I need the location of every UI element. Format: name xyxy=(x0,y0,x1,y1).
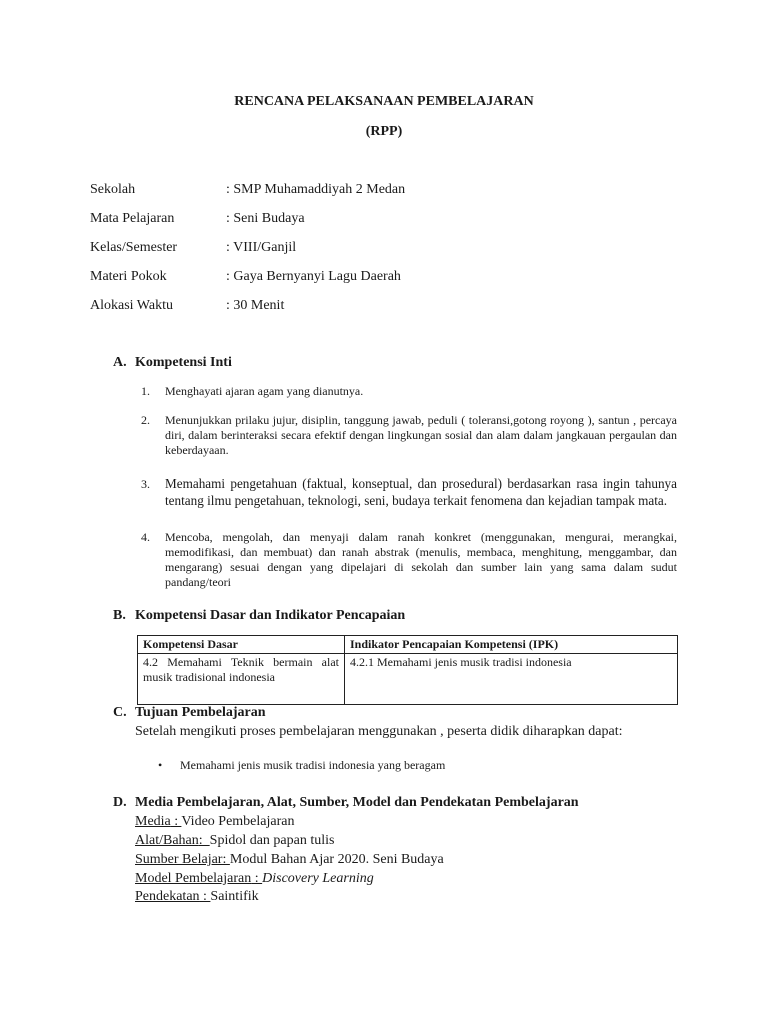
pendekatan-separator: : xyxy=(199,889,211,904)
pendekatan-label: Pendekatan xyxy=(135,889,200,904)
media-label: Media xyxy=(135,814,171,829)
identity-label-sekolah: Sekolah xyxy=(90,182,136,197)
table-header-row xyxy=(138,636,678,654)
sumber-belajar-value: Modul Bahan Ajar 2020. Seni Budaya xyxy=(229,852,444,867)
list-item: Menghayati ajaran agam yang dianutnya. xyxy=(165,384,364,398)
model-pembelajaran-label: Model Pembelajaran xyxy=(135,871,252,886)
bullet-icon: • xyxy=(158,758,163,772)
pendekatan-value: Saintifik xyxy=(210,889,259,904)
section-c-letter: C. xyxy=(113,705,127,720)
identity-label-mata-pelajaran: Mata Pelajaran xyxy=(90,211,175,226)
section-a-letter: A. xyxy=(113,355,127,370)
section-c-title: Tujuan Pembelajaran xyxy=(135,705,266,720)
identity-label-kelas-semester: Kelas/Semester xyxy=(90,240,178,255)
model-pembelajaran-line xyxy=(135,871,374,887)
document-subtitle: (RPP) xyxy=(365,124,403,139)
sumber-belajar-line xyxy=(135,852,444,868)
list-item-number: 2. xyxy=(141,413,150,427)
table-row xyxy=(138,654,678,705)
identity-label-materi-pokok: Materi Pokok xyxy=(90,269,167,284)
identity-value-alokasi-waktu: : 30 Menit xyxy=(226,298,285,313)
table-cell-kompetensi-dasar: 4.2 Memahami Teknik bermain alat musik tradisional indonesia xyxy=(138,654,345,705)
alat-bahan-line xyxy=(135,833,334,849)
section-b-letter: B. xyxy=(113,608,126,623)
kompetensi-dasar-table xyxy=(137,635,678,705)
table-header-kompetensi-dasar: Kompetensi Dasar xyxy=(138,636,345,654)
media-separator: : xyxy=(170,814,182,829)
table-cell-ipk: 4.2.1 Memahami jenis musik tradisi indonesia xyxy=(345,654,678,705)
table-header-ipk: Indikator Pencapaian Kompetensi (IPK) xyxy=(345,636,678,654)
list-item: Memahami pengetahuan (faktual, konseptual, dan prosedural) berdasarkan rasa ingin tahunya tentang ilmu pengetahuan, teknologi, seni, budaya terkait fenomena dan kejadian tampak mata. xyxy=(165,476,677,508)
list-item-number: 4. xyxy=(141,530,150,544)
alat-bahan-value: Spidol dan papan tulis xyxy=(209,833,335,848)
identity-value-mata-pelajaran: : Seni Budaya xyxy=(226,211,305,226)
section-d-title: Media Pembelajaran, Alat, Sumber, Model dan Pendekatan Pembelajaran xyxy=(135,795,579,810)
identity-value-sekolah: : SMP Muhamaddiyah 2 Medan xyxy=(226,182,406,197)
tujuan-intro: Setelah mengikuti proses pembelajaran menggunakan , peserta didik diharapkan dapat: xyxy=(135,724,623,739)
document-title: RENCANA PELAKSANAAN PEMBELAJARAN xyxy=(234,94,534,109)
identity-value-kelas-semester: : VIII/Ganjil xyxy=(226,240,297,255)
sumber-belajar-label: Sumber Belajar xyxy=(135,852,223,867)
list-item-number: 3. xyxy=(141,477,150,491)
media-value: Video Pembelajaran xyxy=(181,814,295,829)
identity-value-materi-pokok: : Gaya Bernyanyi Lagu Daerah xyxy=(226,269,401,284)
identity-label-alokasi-waktu: Alokasi Waktu xyxy=(90,298,173,313)
alat-bahan-separator: : xyxy=(198,833,210,848)
alat-bahan-label: Alat/Bahan xyxy=(135,833,199,848)
model-pembelajaran-separator: : xyxy=(251,871,263,886)
sumber-belajar-separator: : xyxy=(222,852,230,867)
list-item: Memahami jenis musik tradisi indonesia yang beragam xyxy=(180,758,446,772)
section-b-title: Kompetensi Dasar dan Indikator Pencapaian xyxy=(135,608,406,623)
section-a-title: Kompetensi Inti xyxy=(135,355,232,370)
list-item: Mencoba, mengolah, dan menyaji dalam ranah konkret (menggunakan, mengurai, merangkai, memodifikasi, dan membuat) dan ranah abstrak (menulis, membaca, menghitung, menggambar, dan mengarang) sesuai dengan yang dipelajari di sekolah dan sumber lain yang sama dalam sudut pandang/teori xyxy=(165,530,677,589)
section-d-letter: D. xyxy=(113,795,127,810)
list-item: Menunjukkan prilaku jujur, disiplin, tanggung jawab, peduli ( toleransi,gotong royong ), santun , percaya diri, dalam berinteraksi secara efektif dengan lingkungan sosial dan alam dalam jangkauan pergaulan dan keberdayaan. xyxy=(165,413,677,457)
pendekatan-line xyxy=(135,889,259,905)
list-item-number: 1. xyxy=(141,384,150,398)
media-line xyxy=(135,814,294,830)
model-pembelajaran-value: Discovery Learning xyxy=(262,871,374,886)
